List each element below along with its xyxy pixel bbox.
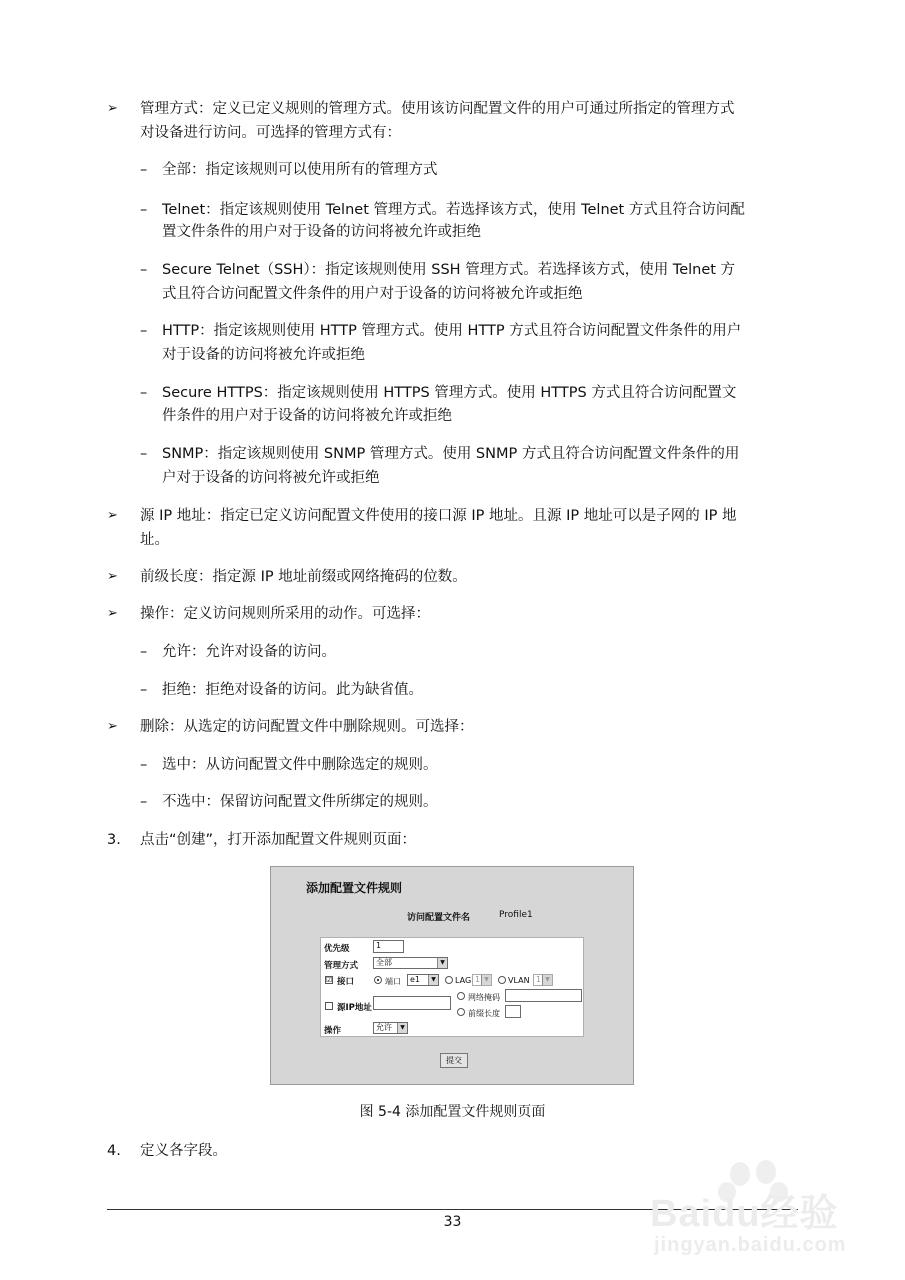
action-deny: 拒绝：拒绝对设备的访问。此为缺省值。 (162, 682, 423, 698)
action-permit: 允许：允许对设备的访问。 (162, 644, 336, 660)
prefix-length: 前级长度：指定源 IP 地址前缀或网络掩码的位数。 (140, 569, 467, 585)
prefix-length-label: 前缀长度 (468, 1009, 500, 1018)
chevron-down-icon: ▼ (481, 975, 491, 985)
bullet-icon: ➢ (107, 508, 118, 523)
paw-icon (756, 1160, 776, 1184)
mgmt-mode-select[interactable] (373, 957, 448, 969)
step4-number: 4. (107, 1143, 121, 1159)
port-radio[interactable] (374, 976, 382, 984)
vlan-select[interactable] (533, 974, 553, 986)
figure-title: 添加配置文件规则 (306, 881, 403, 895)
submit-button[interactable]: 提交 (440, 1053, 468, 1068)
opt-ssh-line1: Secure Telnet（SSH）：指定该规则使用 SSH 管理方式。若选择该方式，使用 Telnet 方 (162, 262, 736, 278)
interface-label: 接口 (337, 977, 355, 987)
opt-ssh-line2: 式且符合访问配置文件条件的用户对于设备的访问将被允许或拒绝 (162, 286, 583, 302)
netmask-label: 网络掩码 (468, 993, 500, 1002)
delete-checked: 选中：从访问配置文件中删除选定的规则。 (162, 757, 438, 773)
mgmt-mode-value: 全部 (376, 958, 392, 967)
prefix-length-radio[interactable] (457, 1008, 465, 1016)
dash-icon: – (140, 323, 148, 339)
lag-select[interactable] (472, 974, 492, 986)
figure-caption: 图 5-4 添加配置文件规则页面 (359, 1104, 546, 1120)
baidu-watermark (648, 1160, 863, 1260)
watermark-url: jingyan.baidu.com (654, 1234, 847, 1256)
dash-icon: – (140, 262, 148, 278)
priority-input[interactable]: 1 (373, 940, 404, 953)
interface-checkbox[interactable]: ☑ (326, 976, 333, 984)
dash-icon: – (140, 385, 148, 401)
src-ip-input[interactable] (373, 996, 451, 1010)
dash-icon: – (140, 446, 148, 462)
action-value: 允许 (376, 1023, 392, 1032)
bullet-icon: ➢ (107, 101, 118, 116)
rule-form (320, 937, 584, 1037)
opt-all: 全部：指定该规则可以使用所有的管理方式 (162, 162, 438, 178)
watermark-logo: Baidu经验 (650, 1193, 839, 1235)
add-profile-rule-screenshot (270, 866, 634, 1085)
step3-number: 3. (107, 832, 121, 848)
priority-label: 优先级 (324, 944, 350, 954)
delete-unchecked: 不选中：保留访问配置文件所绑定的规则。 (162, 794, 438, 810)
dash-icon: – (140, 794, 148, 810)
opt-https-line1: Secure HTTPS：指定该规则使用 HTTPS 管理方式。使用 HTTPS 方式且符合访问配置文 (162, 385, 737, 401)
action-label: 操作 (324, 1026, 342, 1036)
bullet-icon: ➢ (107, 719, 118, 734)
prefix-length-input[interactable] (505, 1005, 521, 1018)
chevron-down-icon: ▼ (542, 975, 552, 985)
opt-http-line2: 对于设备的访问将被允许或拒绝 (162, 347, 365, 363)
port-label: 端口 (385, 977, 401, 986)
port-value: e1 (410, 975, 421, 984)
bullet-icon: ➢ (107, 569, 118, 584)
opt-snmp-line1: SNMP：指定该规则使用 SNMP 管理方式。使用 SNMP 方式且符合访问配置文件条件的用 (162, 446, 740, 462)
vlan-label: VLAN (508, 976, 530, 985)
mgmt-intro-line1: 管理方式：定义已定义规则的管理方式。使用该访问配置文件的用户可通过所指定的管理方式 (140, 101, 735, 117)
opt-telnet-line2: 置文件条件的用户对于设备的访问将被允许或拒绝 (162, 224, 481, 240)
dash-icon: – (140, 644, 148, 660)
dash-icon: – (140, 202, 148, 218)
action-select[interactable] (373, 1022, 408, 1034)
port-select[interactable] (407, 974, 439, 986)
step4-text: 定义各字段。 (140, 1143, 227, 1159)
opt-telnet-line1: Telnet：指定该规则使用 Telnet 管理方式。若选择该方式，使用 Telnet 方式且符合访问配 (162, 202, 745, 218)
opt-https-line2: 件条件的用户对于设备的访问将被允许或拒绝 (162, 408, 452, 424)
mgmt-mode-label: 管理方式 (324, 961, 359, 971)
page-number: 33 (443, 1214, 462, 1230)
src-ip-line1: 源 IP 地址：指定已定义访问配置文件使用的接口源 IP 地址。且源 IP 地址可以是子网的 IP 地 (140, 508, 737, 524)
chevron-down-icon: ▼ (397, 1023, 407, 1033)
lag-label: LAG (455, 976, 472, 985)
opt-http-line1: HTTP：指定该规则使用 HTTP 管理方式。使用 HTTP 方式且符合访问配置文件条件的用户 (162, 323, 742, 339)
chevron-down-icon: ▼ (437, 958, 447, 968)
dash-icon: – (140, 757, 148, 773)
opt-snmp-line2: 户对于设备的访问将被允许或拒绝 (162, 470, 380, 486)
lag-radio[interactable] (445, 976, 453, 984)
bullet-icon: ➢ (107, 606, 118, 621)
vlan-radio[interactable] (498, 976, 506, 984)
lag-value: 1 (475, 975, 481, 984)
profile-name-label: 访问配置文件名 (407, 913, 471, 923)
action-intro: 操作：定义访问规则所采用的动作。可选择： (140, 606, 430, 622)
src-ip-label: 源IP地址 (337, 1003, 372, 1013)
delete-intro: 删除：从选定的访问配置文件中删除规则。可选择： (140, 719, 474, 735)
dash-icon: – (140, 162, 148, 178)
step3-text: 点击“创建”，打开添加配置文件规则页面： (140, 832, 417, 848)
profile-name-value: Profile1 (499, 910, 533, 920)
netmask-radio[interactable] (457, 992, 465, 1000)
src-ip-checkbox[interactable] (325, 1002, 333, 1010)
chevron-down-icon: ▼ (428, 975, 438, 985)
mgmt-intro-line2: 对设备进行访问。可选择的管理方式有： (140, 125, 401, 141)
src-ip-line2: 址。 (140, 532, 169, 548)
vlan-value: 1 (536, 975, 542, 984)
netmask-input[interactable] (505, 989, 582, 1002)
dash-icon: – (140, 682, 148, 698)
